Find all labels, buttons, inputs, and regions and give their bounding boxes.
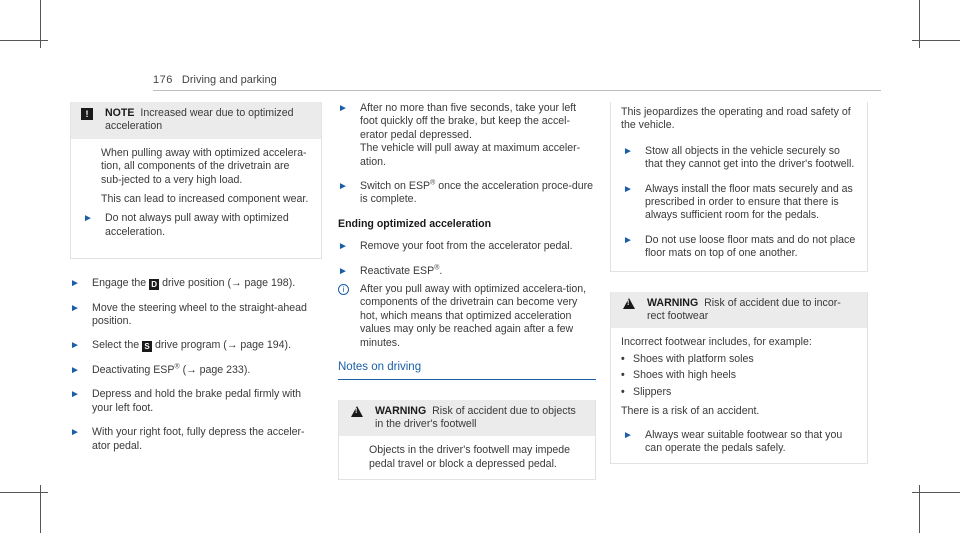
step-item (623, 145, 857, 172)
arrow-icon: ► (338, 103, 348, 114)
step-text-pre: Select the (92, 339, 143, 352)
bullet: • (621, 352, 625, 365)
step-text: Do not use loose floor mats and do not place floor mats on top of one another. (645, 233, 856, 260)
warning-title: Risk of accident due to incor-rect footwear (647, 296, 841, 323)
note-header (71, 102, 321, 139)
column-1 (70, 102, 322, 464)
step-text (360, 265, 596, 278)
warning-body (339, 436, 595, 479)
crop-mark (0, 492, 48, 493)
step-item (623, 429, 857, 456)
warning-box (338, 400, 596, 481)
note-body (71, 139, 321, 258)
step-item (338, 180, 596, 207)
step-text: Always install the floor mats securely and as prescribed in order to ensure that there is always sufficient room for the pedals. (645, 182, 853, 222)
step-text: Do not always pull away with optimized acceleration. (105, 212, 289, 238)
step-text: Remove your foot from the accelerator pedal. (360, 240, 573, 253)
note-step (83, 212, 311, 239)
warning-continued-box (610, 102, 868, 272)
warning-icon (351, 406, 363, 417)
crop-mark (0, 40, 48, 41)
arrow-icon: ► (338, 241, 348, 253)
step-text (92, 339, 322, 352)
warning-paragraph: This jeopardizes the operating and road safety of the vehicle. (621, 106, 851, 132)
column-3 (610, 102, 868, 476)
warning-heading (375, 405, 585, 432)
arrow-icon: ► (70, 278, 80, 290)
step-text-pre: Switch on ESP (360, 180, 431, 193)
step-item (623, 234, 857, 261)
step-text-post: once the acceleration proce-dure is complete. (360, 180, 594, 206)
warning-paragraph: There is a risk of an accident. (621, 405, 760, 418)
arrow-icon: ► (70, 302, 80, 314)
column-2 (338, 102, 596, 492)
step-text: Move the steering wheel to the straight-ahead position. (92, 301, 307, 328)
crop-mark (912, 40, 960, 41)
step-item (70, 364, 322, 377)
warning-label: WARNING (375, 404, 427, 417)
step-text (92, 364, 322, 377)
step-text-post: drive position (→ page 198). (159, 277, 296, 290)
note-icon: ! (81, 108, 93, 120)
crop-mark (912, 492, 960, 493)
step-text (92, 277, 322, 290)
list-item (621, 386, 857, 399)
arrow-icon: ► (623, 429, 633, 441)
tip-icon-wrap (338, 283, 360, 350)
drive-d-icon: D (149, 279, 159, 290)
arrow-icon: ► (70, 427, 80, 439)
registered-mark: ® (174, 363, 180, 371)
note-heading (105, 107, 311, 134)
warning-header (611, 292, 867, 329)
step-text-pre: Engage the (92, 277, 150, 290)
arrow-icon: ► (83, 213, 93, 225)
warning-icon (623, 298, 635, 309)
arrow-icon: ► (623, 183, 633, 195)
step-item (70, 388, 322, 415)
step-text: Stow all objects in the vehicle securely so that they cannot get into the driver's footwell. (645, 144, 855, 171)
bullet: • (621, 369, 625, 382)
registered-mark: ® (434, 264, 440, 272)
section-heading: Notes on driving (338, 361, 596, 379)
step-text-post: . (439, 264, 443, 277)
arrow-icon: ► (70, 364, 80, 376)
arrow-icon: ► (338, 265, 348, 277)
arrow-icon: ► (338, 181, 348, 193)
warning-paragraph: Objects in the driver's footwell may impede pedal travel or block a depressed pedal. (369, 444, 571, 470)
step-text-pre: Reactivate ESP (360, 264, 435, 277)
warning-label: WARNING (647, 296, 699, 309)
arrow-icon: ► (70, 340, 80, 352)
warning-continued-body (611, 102, 867, 271)
list-item-text: Slippers (633, 385, 672, 398)
list-item (621, 369, 857, 382)
step-item (338, 102, 596, 169)
step-result: The vehicle will pull away at maximum acceler-ation. (360, 142, 581, 168)
step-item (70, 277, 322, 290)
note-title: Increased wear due to optimized acceleration (105, 107, 294, 133)
step-item (70, 302, 322, 329)
registered-mark: ® (430, 179, 436, 187)
arrow-icon: ► (70, 389, 80, 401)
note-box (70, 102, 322, 259)
step-text-pre: Deactivating ESP (92, 363, 175, 376)
list-item-text: Shoes with platform soles (633, 352, 754, 365)
step-text-main: After no more than five seconds, take your left foot quickly off the brake, but keep the accel-erator pedal depressed. (360, 102, 577, 141)
step-item (70, 339, 322, 352)
warning-header (339, 400, 595, 437)
warning-heading (647, 297, 857, 324)
tip (338, 283, 596, 350)
note-paragraph: When pulling away with optimized accelera-tion, all components of the drivetrain are sub-jected to a very high load. (101, 146, 307, 186)
step-text-post: drive program (→ page 194). (152, 339, 292, 352)
page-header (153, 74, 277, 87)
warning-body (611, 328, 867, 463)
step-text (360, 180, 596, 207)
note-paragraph: This can lead to increased component wear. (101, 193, 309, 206)
step-text: Always wear suitable footwear so that you can operate the pedals safely. (645, 428, 843, 454)
step-item (70, 426, 322, 453)
step-text: Depress and hold the brake pedal firmly with your left foot. (92, 388, 302, 414)
info-icon: i (338, 284, 349, 295)
step-item (338, 240, 596, 253)
step-text (360, 102, 596, 169)
sport-s-icon: S (142, 341, 152, 352)
step-text: With your right foot, fully depress the acceler-ator pedal. (92, 426, 305, 452)
list-item (621, 353, 857, 366)
note-label: NOTE (105, 107, 135, 119)
subheading: Ending optimized acceleration (338, 217, 492, 230)
arrow-icon: ► (623, 234, 633, 246)
page-number: 176 (153, 74, 173, 86)
bullet: • (621, 385, 625, 398)
page-title: Driving and parking (181, 74, 277, 86)
warning-box (610, 292, 868, 465)
step-item (338, 265, 596, 278)
arrow-icon: ► (623, 145, 633, 157)
step-text-post: (→ page 233). (179, 363, 251, 376)
step-item (623, 183, 857, 223)
warning-title: Risk of accident due to objects in the driver's footwell (375, 404, 576, 430)
tip-text: After you pull away with optimized accelera-tion, components of the drivetrain can become very hot, which means that optimized acceleration values may only be reached again after a few minutes. (360, 283, 587, 349)
warning-paragraph: Incorrect footwear includes, for example: (621, 336, 812, 349)
step-list (70, 277, 322, 453)
list-item-text: Shoes with high heels (633, 369, 737, 382)
header-rule (153, 90, 881, 91)
